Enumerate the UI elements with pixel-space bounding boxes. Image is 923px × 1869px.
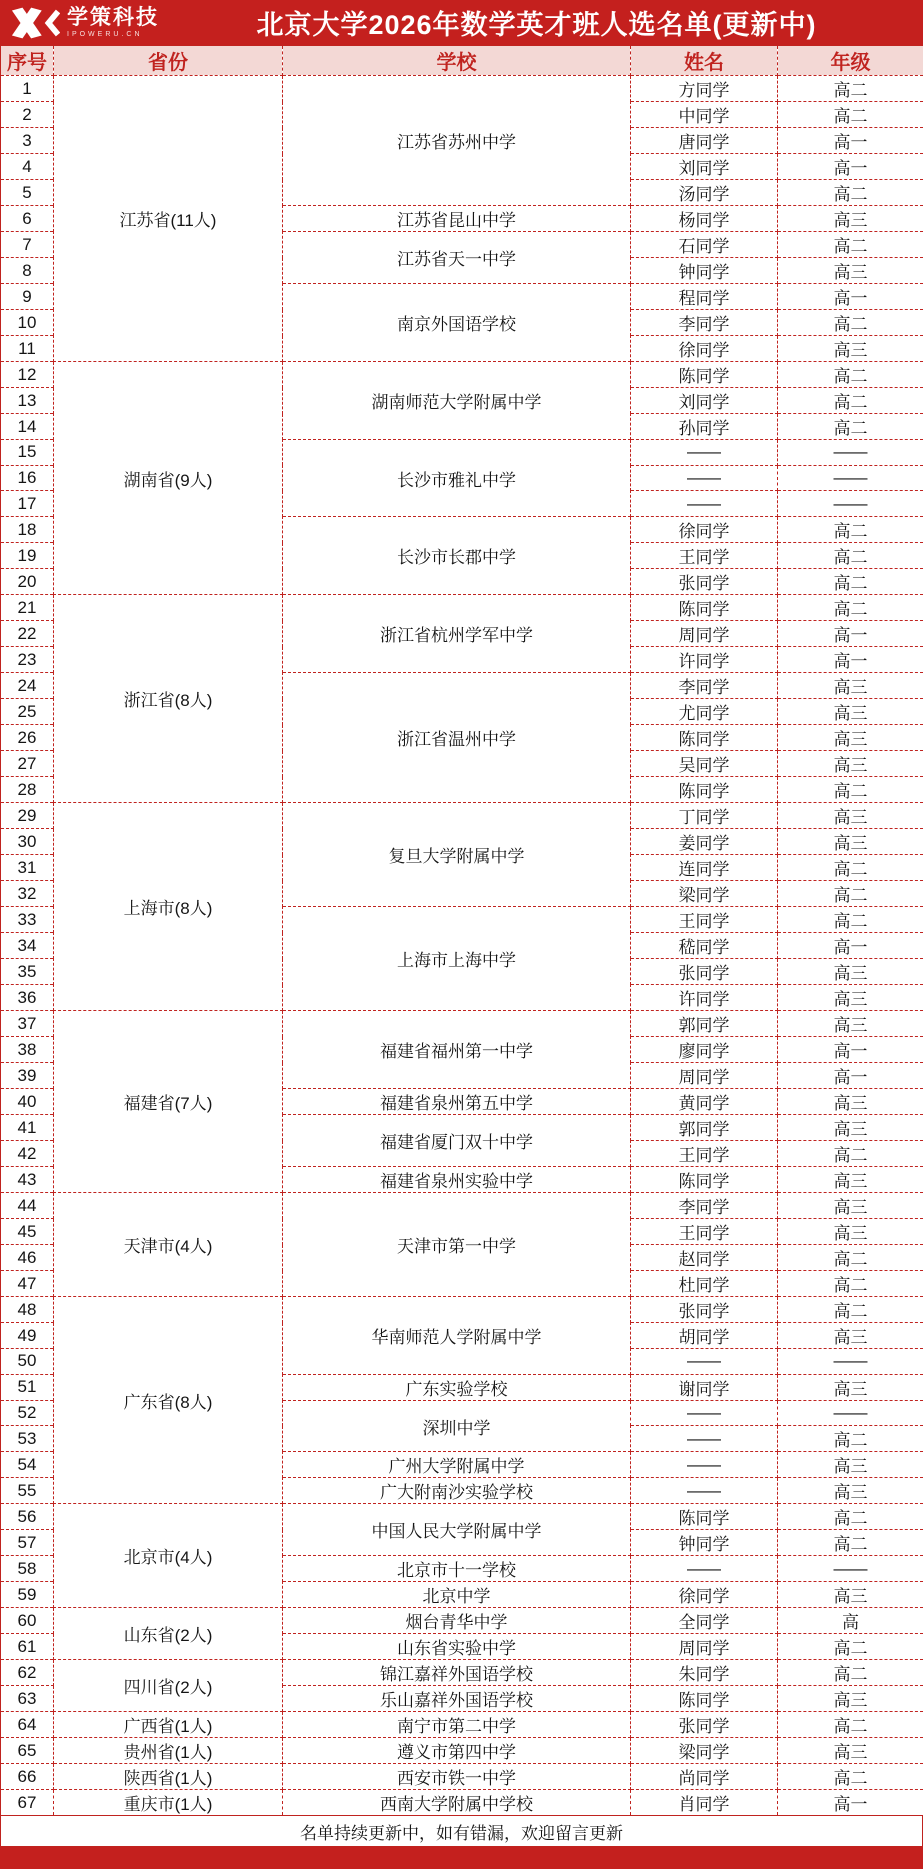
school-cell: 西南大学附属中学校 — [283, 1790, 631, 1816]
student-name-cell: —— — [631, 1426, 778, 1452]
student-name-cell: 谢同学 — [631, 1374, 778, 1400]
student-name-cell: 嵇同学 — [631, 933, 778, 959]
grade-cell: 高三 — [778, 985, 923, 1011]
grade-cell: 高三 — [778, 1374, 923, 1400]
roster-row — [1, 595, 923, 621]
roster-table-body — [1, 76, 923, 1816]
grade-cell: 高二 — [778, 1634, 923, 1660]
grade-cell: 高 — [778, 1608, 923, 1634]
school-cell: 华南师范人学附属中学 — [283, 1297, 631, 1375]
row-number-cell: 14 — [1, 414, 54, 440]
student-name-cell: 陈同学 — [631, 1686, 778, 1712]
grade-cell: 高一 — [778, 1063, 923, 1089]
student-name-cell: —— — [631, 1349, 778, 1375]
row-number-cell: 23 — [1, 647, 54, 673]
row-number-cell: 1 — [1, 76, 54, 102]
student-name-cell: —— — [631, 1556, 778, 1582]
student-name-cell: 孙同学 — [631, 414, 778, 440]
school-cell: 北京中学 — [283, 1582, 631, 1608]
student-name-cell: —— — [631, 1400, 778, 1426]
grade-cell: 高二 — [778, 1297, 923, 1323]
school-cell: 浙江省温州中学 — [283, 673, 631, 803]
grade-cell: 高二 — [778, 180, 923, 206]
column-header-name: 姓名 — [631, 46, 778, 76]
row-number-cell: 16 — [1, 465, 54, 491]
row-number-cell: 38 — [1, 1037, 54, 1063]
school-cell: 西安市铁一中学 — [283, 1764, 631, 1790]
school-cell: 天津市第一中学 — [283, 1193, 631, 1297]
student-name-cell: 周同学 — [631, 1063, 778, 1089]
school-cell: 福建省泉州实验中学 — [283, 1167, 631, 1193]
school-cell: 中国人民大学附属中学 — [283, 1504, 631, 1556]
grade-cell: 高三 — [778, 751, 923, 777]
row-number-cell: 47 — [1, 1271, 54, 1297]
province-cell: 湖南省(9人) — [54, 362, 283, 595]
school-cell: 广东实验学校 — [283, 1374, 631, 1400]
student-name-cell: 李同学 — [631, 673, 778, 699]
grade-cell: 高二 — [778, 855, 923, 881]
grade-cell: 高一 — [778, 128, 923, 154]
student-name-cell: 唐同学 — [631, 128, 778, 154]
student-name-cell: 丁同学 — [631, 803, 778, 829]
grade-cell: 高一 — [778, 1037, 923, 1063]
row-number-cell: 45 — [1, 1219, 54, 1245]
row-number-cell: 31 — [1, 855, 54, 881]
row-number-cell: 57 — [1, 1530, 54, 1556]
row-number-cell: 26 — [1, 725, 54, 751]
grade-cell: 高二 — [778, 569, 923, 595]
roster-row — [1, 1660, 923, 1686]
student-name-cell: 王同学 — [631, 543, 778, 569]
school-cell: 福建省厦门双十中学 — [283, 1115, 631, 1167]
school-cell: 乐山嘉祥外国语学校 — [283, 1686, 631, 1712]
bottom-red-bar — [0, 1847, 923, 1869]
grade-cell: 高三 — [778, 1582, 923, 1608]
student-name-cell: 杨同学 — [631, 206, 778, 232]
grade-cell: 高二 — [778, 907, 923, 933]
row-number-cell: 40 — [1, 1089, 54, 1115]
roster-row — [1, 362, 923, 388]
grade-cell: 高二 — [778, 595, 923, 621]
student-name-cell: 许同学 — [631, 647, 778, 673]
roster-row — [1, 1790, 923, 1816]
school-cell: 山东省实验中学 — [283, 1634, 631, 1660]
school-cell: 长沙市长郡中学 — [283, 517, 631, 595]
student-name-cell: 张同学 — [631, 959, 778, 985]
student-name-cell: 连同学 — [631, 855, 778, 881]
column-header-grade: 年级 — [778, 46, 923, 76]
row-number-cell: 2 — [1, 102, 54, 128]
grade-cell: 高二 — [778, 1141, 923, 1167]
student-name-cell: 徐同学 — [631, 517, 778, 543]
school-cell: 上海市上海中学 — [283, 907, 631, 1011]
row-number-cell: 9 — [1, 284, 54, 310]
grade-cell: 高二 — [778, 543, 923, 569]
grade-cell: 高二 — [778, 1271, 923, 1297]
school-cell: 遵义市第四中学 — [283, 1738, 631, 1764]
grade-cell: 高二 — [778, 881, 923, 907]
school-cell: 江苏省苏州中学 — [283, 76, 631, 206]
column-header-no: 序号 — [1, 46, 54, 76]
row-number-cell: 48 — [1, 1297, 54, 1323]
grade-cell: 高一 — [778, 284, 923, 310]
row-number-cell: 67 — [1, 1790, 54, 1816]
row-number-cell: 44 — [1, 1193, 54, 1219]
grade-cell: 高三 — [778, 1323, 923, 1349]
student-name-cell: 赵同学 — [631, 1245, 778, 1271]
student-name-cell: 刘同学 — [631, 388, 778, 414]
roster-row — [1, 1738, 923, 1764]
row-number-cell: 19 — [1, 543, 54, 569]
school-cell: 江苏省昆山中学 — [283, 206, 631, 232]
row-number-cell: 66 — [1, 1764, 54, 1790]
row-number-cell: 55 — [1, 1478, 54, 1504]
row-number-cell: 65 — [1, 1738, 54, 1764]
row-number-cell: 21 — [1, 595, 54, 621]
roster-row — [1, 1011, 923, 1037]
grade-cell: —— — [778, 491, 923, 517]
row-number-cell: 34 — [1, 933, 54, 959]
grade-cell: 高三 — [778, 1167, 923, 1193]
student-name-cell: 全同学 — [631, 1608, 778, 1634]
row-number-cell: 7 — [1, 232, 54, 258]
school-cell: 北京市十一学校 — [283, 1556, 631, 1582]
roster-row — [1, 1764, 923, 1790]
grade-cell: 高二 — [778, 1245, 923, 1271]
grade-cell: 高三 — [778, 1115, 923, 1141]
student-name-cell: 廖同学 — [631, 1037, 778, 1063]
student-name-cell: 黄同学 — [631, 1089, 778, 1115]
row-number-cell: 36 — [1, 985, 54, 1011]
student-name-cell: 陈同学 — [631, 777, 778, 803]
row-number-cell: 4 — [1, 154, 54, 180]
student-name-cell: 张同学 — [631, 1297, 778, 1323]
row-number-cell: 32 — [1, 881, 54, 907]
row-number-cell: 25 — [1, 699, 54, 725]
grade-cell: 高二 — [778, 1504, 923, 1530]
student-name-cell: 刘同学 — [631, 154, 778, 180]
row-number-cell: 37 — [1, 1011, 54, 1037]
row-number-cell: 53 — [1, 1426, 54, 1452]
student-name-cell: 肖同学 — [631, 1790, 778, 1816]
brand-logo — [10, 0, 159, 45]
school-cell: 复旦大学附属中学 — [283, 803, 631, 907]
province-cell: 浙江省(8人) — [54, 595, 283, 803]
grade-cell: 高三 — [778, 829, 923, 855]
roster-row — [1, 76, 923, 102]
row-number-cell: 29 — [1, 803, 54, 829]
student-name-cell: 李同学 — [631, 1193, 778, 1219]
row-number-cell: 51 — [1, 1374, 54, 1400]
row-number-cell: 12 — [1, 362, 54, 388]
xk-logo-icon — [10, 6, 60, 40]
grade-cell: 高三 — [778, 1011, 923, 1037]
grade-cell: —— — [778, 1556, 923, 1582]
grade-cell: 高三 — [778, 258, 923, 284]
grade-cell: 高二 — [778, 1660, 923, 1686]
grade-cell: 高一 — [778, 1790, 923, 1816]
grade-cell: 高一 — [778, 647, 923, 673]
student-name-cell: 张同学 — [631, 569, 778, 595]
grade-cell: 高三 — [778, 1452, 923, 1478]
province-cell: 上海市(8人) — [54, 803, 283, 1011]
grade-cell: 高一 — [778, 933, 923, 959]
student-name-cell: 尤同学 — [631, 699, 778, 725]
school-cell: 江苏省天一中学 — [283, 232, 631, 284]
student-name-cell: 汤同学 — [631, 180, 778, 206]
brand-domain: IPOWERU.CN — [67, 31, 159, 38]
row-number-cell: 49 — [1, 1323, 54, 1349]
grade-cell: 高三 — [778, 959, 923, 985]
province-cell: 重庆市(1人) — [54, 1790, 283, 1816]
grade-cell: 高三 — [778, 1193, 923, 1219]
school-cell: 烟台青华中学 — [283, 1608, 631, 1634]
school-cell: 长沙市雅礼中学 — [283, 440, 631, 517]
grade-cell: 高一 — [778, 621, 923, 647]
grade-cell: 高二 — [778, 310, 923, 336]
row-number-cell: 62 — [1, 1660, 54, 1686]
row-number-cell: 22 — [1, 621, 54, 647]
grade-cell: 高三 — [778, 1478, 923, 1504]
row-number-cell: 8 — [1, 258, 54, 284]
province-cell: 四川省(2人) — [54, 1660, 283, 1712]
row-number-cell: 5 — [1, 180, 54, 206]
roster-row — [1, 1297, 923, 1323]
student-name-cell: 许同学 — [631, 985, 778, 1011]
grade-cell: —— — [778, 1400, 923, 1426]
row-number-cell: 59 — [1, 1582, 54, 1608]
row-number-cell: 46 — [1, 1245, 54, 1271]
row-number-cell: 3 — [1, 128, 54, 154]
grade-cell: 高三 — [778, 1219, 923, 1245]
grade-cell: 高二 — [778, 388, 923, 414]
grade-cell: 高二 — [778, 777, 923, 803]
student-name-cell: 周同学 — [631, 621, 778, 647]
row-number-cell: 20 — [1, 569, 54, 595]
brand-name: 学策科技 — [67, 7, 159, 28]
student-name-cell: 张同学 — [631, 1712, 778, 1738]
header-bar — [0, 0, 923, 45]
school-cell: 广州大学附属中学 — [283, 1452, 631, 1478]
grade-cell: 高二 — [778, 1764, 923, 1790]
school-cell: 湖南师范大学附属中学 — [283, 362, 631, 440]
row-number-cell: 41 — [1, 1115, 54, 1141]
student-name-cell: 李同学 — [631, 310, 778, 336]
student-name-cell: —— — [631, 1478, 778, 1504]
row-number-cell: 58 — [1, 1556, 54, 1582]
student-name-cell: —— — [631, 1452, 778, 1478]
student-name-cell: 尚同学 — [631, 1764, 778, 1790]
row-number-cell: 27 — [1, 751, 54, 777]
school-cell: 南京外国语学校 — [283, 284, 631, 362]
row-number-cell: 30 — [1, 829, 54, 855]
grade-cell: —— — [778, 465, 923, 491]
row-number-cell: 64 — [1, 1712, 54, 1738]
student-name-cell: 杜同学 — [631, 1271, 778, 1297]
student-name-cell: 程同学 — [631, 284, 778, 310]
row-number-cell: 10 — [1, 310, 54, 336]
student-name-cell: 朱同学 — [631, 1660, 778, 1686]
row-number-cell: 63 — [1, 1686, 54, 1712]
student-name-cell: 梁同学 — [631, 881, 778, 907]
roster-row — [1, 1608, 923, 1634]
row-number-cell: 35 — [1, 959, 54, 985]
grade-cell: 高三 — [778, 1738, 923, 1764]
student-name-cell: 陈同学 — [631, 362, 778, 388]
school-cell: 深圳中学 — [283, 1400, 631, 1452]
school-cell: 南宁市第二中学 — [283, 1712, 631, 1738]
grade-cell: 高三 — [778, 725, 923, 751]
student-name-cell: 陈同学 — [631, 1504, 778, 1530]
province-cell: 北京市(4人) — [54, 1504, 283, 1608]
column-header-school: 学校 — [283, 46, 631, 76]
row-number-cell: 39 — [1, 1063, 54, 1089]
school-cell: 广大附南沙实验学校 — [283, 1478, 631, 1504]
row-number-cell: 15 — [1, 440, 54, 466]
school-cell: 福建省福州第一中学 — [283, 1011, 631, 1089]
grade-cell: —— — [778, 440, 923, 466]
school-cell: 浙江省杭州学军中学 — [283, 595, 631, 673]
grade-cell: 高三 — [778, 206, 923, 232]
grade-cell: 高三 — [778, 673, 923, 699]
grade-cell: 高二 — [778, 414, 923, 440]
roster-row — [1, 1504, 923, 1530]
student-name-cell: —— — [631, 440, 778, 466]
student-name-cell: 梁同学 — [631, 1738, 778, 1764]
column-header-province: 省份 — [54, 46, 283, 76]
student-name-cell: 钟同学 — [631, 258, 778, 284]
student-name-cell: 徐同学 — [631, 336, 778, 362]
school-cell: 福建省泉州第五中学 — [283, 1089, 631, 1115]
student-name-cell: 王同学 — [631, 907, 778, 933]
student-name-cell: 王同学 — [631, 1219, 778, 1245]
grade-cell: 高二 — [778, 1712, 923, 1738]
student-name-cell: 吴同学 — [631, 751, 778, 777]
grade-cell: 高三 — [778, 803, 923, 829]
province-cell: 山东省(2人) — [54, 1608, 283, 1660]
province-cell: 广西省(1人) — [54, 1712, 283, 1738]
student-name-cell: —— — [631, 465, 778, 491]
page-title: 北京大学2026年数学英才班人选名单(更新中) — [10, 3, 913, 42]
grade-cell: 高三 — [778, 699, 923, 725]
brand-text — [67, 7, 159, 38]
row-number-cell: 6 — [1, 206, 54, 232]
student-name-cell: —— — [631, 491, 778, 517]
student-name-cell: 陈同学 — [631, 595, 778, 621]
province-cell: 天津市(4人) — [54, 1193, 283, 1297]
school-cell: 锦江嘉祥外国语学校 — [283, 1660, 631, 1686]
row-number-cell: 17 — [1, 491, 54, 517]
grade-cell: 高三 — [778, 336, 923, 362]
grade-cell: 高二 — [778, 362, 923, 388]
grade-cell: 高二 — [778, 517, 923, 543]
student-name-cell: 徐同学 — [631, 1582, 778, 1608]
province-cell: 江苏省(11人) — [54, 76, 283, 362]
province-cell: 福建省(7人) — [54, 1011, 283, 1193]
student-name-cell: 中同学 — [631, 102, 778, 128]
row-number-cell: 13 — [1, 388, 54, 414]
grade-cell: 高三 — [778, 1089, 923, 1115]
student-name-cell: 方同学 — [631, 76, 778, 102]
province-cell: 陕西省(1人) — [54, 1764, 283, 1790]
student-name-cell: 王同学 — [631, 1141, 778, 1167]
grade-cell: 高二 — [778, 102, 923, 128]
student-name-cell: 郭同学 — [631, 1115, 778, 1141]
row-number-cell: 28 — [1, 777, 54, 803]
student-name-cell: 钟同学 — [631, 1530, 778, 1556]
row-number-cell: 24 — [1, 673, 54, 699]
student-name-cell: 周同学 — [631, 1634, 778, 1660]
province-cell: 广东省(8人) — [54, 1297, 283, 1504]
roster-table — [0, 45, 923, 1816]
grade-cell: 高一 — [778, 154, 923, 180]
roster-row — [1, 1712, 923, 1738]
row-number-cell: 11 — [1, 336, 54, 362]
grade-cell: 高二 — [778, 76, 923, 102]
row-number-cell: 18 — [1, 517, 54, 543]
row-number-cell: 33 — [1, 907, 54, 933]
row-number-cell: 60 — [1, 1608, 54, 1634]
footer-note: 名单持续更新中，如有错漏，欢迎留言更新 — [0, 1816, 923, 1847]
row-number-cell: 54 — [1, 1452, 54, 1478]
grade-cell: 高二 — [778, 1426, 923, 1452]
row-number-cell: 42 — [1, 1141, 54, 1167]
row-number-cell: 50 — [1, 1349, 54, 1375]
student-name-cell: 郭同学 — [631, 1011, 778, 1037]
student-name-cell: 胡同学 — [631, 1323, 778, 1349]
grade-cell: 高三 — [778, 1686, 923, 1712]
student-name-cell: 姜同学 — [631, 829, 778, 855]
roster-row — [1, 1193, 923, 1219]
grade-cell: 高二 — [778, 232, 923, 258]
roster-row — [1, 803, 923, 829]
student-name-cell: 陈同学 — [631, 725, 778, 751]
roster-table-header — [1, 46, 923, 76]
column-header-row — [1, 46, 923, 76]
province-cell: 贵州省(1人) — [54, 1738, 283, 1764]
student-name-cell: 石同学 — [631, 232, 778, 258]
grade-cell: —— — [778, 1349, 923, 1375]
row-number-cell: 56 — [1, 1504, 54, 1530]
row-number-cell: 61 — [1, 1634, 54, 1660]
row-number-cell: 43 — [1, 1167, 54, 1193]
grade-cell: 高二 — [778, 1530, 923, 1556]
row-number-cell: 52 — [1, 1400, 54, 1426]
student-name-cell: 陈同学 — [631, 1167, 778, 1193]
